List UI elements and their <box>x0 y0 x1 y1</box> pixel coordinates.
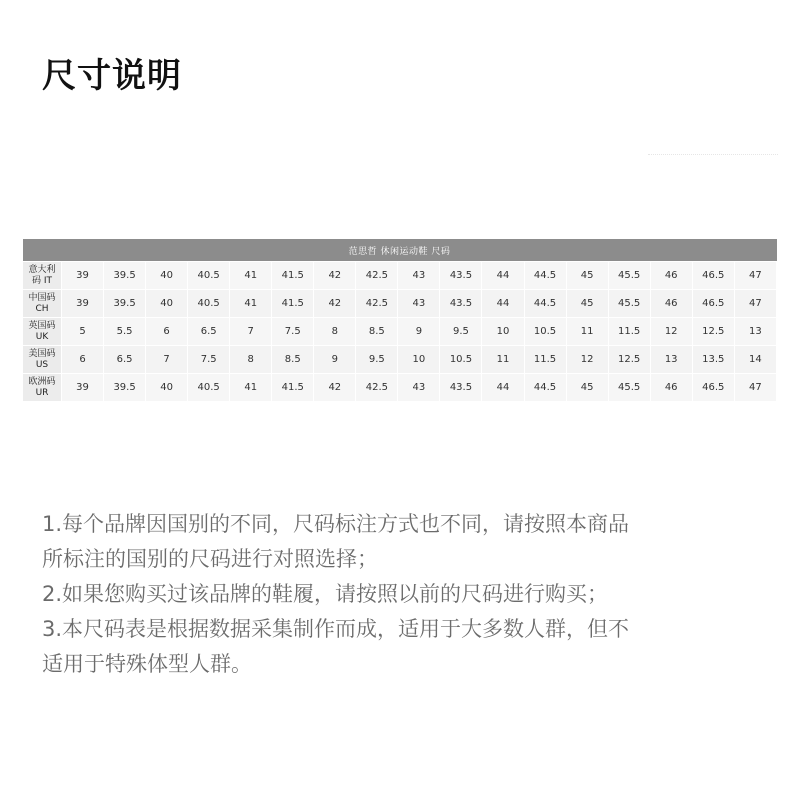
note-line-1: 1.每个品牌因国别的不同，尺码标注方式也不同，请按照本商品 <box>42 512 630 536</box>
table-cell: 45.5 <box>608 290 650 318</box>
row-label-bottom: US <box>35 359 49 370</box>
divider <box>648 154 778 155</box>
table-cell: 10 <box>398 346 440 374</box>
row-label-bottom: UR <box>35 387 49 398</box>
size-notes <box>42 507 762 682</box>
table-cell: 41 <box>230 262 272 290</box>
table-cell: 11.5 <box>608 318 650 346</box>
table-cell: 14 <box>734 346 776 374</box>
table-cell: 39 <box>62 374 104 402</box>
page-title: 尺寸说明 <box>42 56 182 96</box>
table-cell: 39.5 <box>104 290 146 318</box>
table-cell: 6.5 <box>188 318 230 346</box>
table-cell: 41.5 <box>272 290 314 318</box>
table-cell: 11 <box>482 346 524 374</box>
table-cell: 39.5 <box>104 374 146 402</box>
table-header: 范思哲 休闲运动鞋 尺码 <box>23 239 777 262</box>
table-cell: 10 <box>482 318 524 346</box>
table-cell: 42 <box>314 262 356 290</box>
table-cell: 43.5 <box>440 262 482 290</box>
table-cell: 7 <box>230 318 272 346</box>
table-cell: 13 <box>734 318 776 346</box>
table-cell: 40 <box>146 374 188 402</box>
table-row <box>23 374 777 402</box>
table-cell: 44.5 <box>524 374 566 402</box>
table-cell: 43.5 <box>440 290 482 318</box>
table-cell: 43 <box>398 290 440 318</box>
table-cell: 47 <box>734 374 776 402</box>
table-cell: 41 <box>230 290 272 318</box>
table-cell: 45 <box>566 262 608 290</box>
row-label <box>23 318 62 346</box>
table-cell: 12.5 <box>692 318 734 346</box>
table-cell: 43.5 <box>440 374 482 402</box>
table-cell: 47 <box>734 262 776 290</box>
table-cell: 46 <box>650 374 692 402</box>
row-label <box>23 290 62 318</box>
table-cell: 40 <box>146 290 188 318</box>
row-label-top: 美国码 <box>28 348 56 359</box>
table-cell: 40.5 <box>188 290 230 318</box>
table-cell: 40 <box>146 262 188 290</box>
table-cell: 8 <box>230 346 272 374</box>
table-cell: 9.5 <box>440 318 482 346</box>
table-cell: 10.5 <box>524 318 566 346</box>
table-cell: 12 <box>650 318 692 346</box>
table-cell: 5 <box>62 318 104 346</box>
table-cell: 43 <box>398 262 440 290</box>
table-cell: 45.5 <box>608 374 650 402</box>
table-cell: 5.5 <box>104 318 146 346</box>
table-cell: 41.5 <box>272 262 314 290</box>
table-cell: 44 <box>482 290 524 318</box>
note-line-5: 适用于特殊体型人群。 <box>42 652 252 676</box>
table-cell: 43 <box>398 374 440 402</box>
table-row <box>23 318 777 346</box>
table-cell: 7.5 <box>188 346 230 374</box>
table-cell: 46 <box>650 290 692 318</box>
table-cell: 12.5 <box>608 346 650 374</box>
table-cell: 42 <box>314 290 356 318</box>
table-cell: 6 <box>62 346 104 374</box>
table-cell: 8 <box>314 318 356 346</box>
table-cell: 42.5 <box>356 290 398 318</box>
table-row <box>23 262 777 290</box>
table-cell: 44 <box>482 262 524 290</box>
table-cell: 11 <box>566 318 608 346</box>
table-cell: 42 <box>314 374 356 402</box>
row-label <box>23 346 62 374</box>
table-cell: 44 <box>482 374 524 402</box>
row-label-top: 欧洲码 <box>28 376 56 387</box>
row-label-top: 意大利 <box>28 264 56 275</box>
table-body <box>23 262 777 402</box>
table-cell: 42.5 <box>356 374 398 402</box>
note-line-3: 2.如果您购买过该品牌的鞋履，请按照以前的尺码进行购买； <box>42 582 609 606</box>
row-label-bottom: 码 IT <box>31 275 52 286</box>
table-cell: 7 <box>146 346 188 374</box>
table-cell: 41.5 <box>272 374 314 402</box>
table-cell: 9 <box>398 318 440 346</box>
row-label-top: 中国码 <box>28 292 56 303</box>
note-line-4: 3.本尺码表是根据数据采集制作而成，适用于大多数人群，但不 <box>42 617 630 641</box>
table-cell: 47 <box>734 290 776 318</box>
table-cell: 10.5 <box>440 346 482 374</box>
note-line-2: 所标注的国别的尺码进行对照选择； <box>42 547 378 571</box>
table-row <box>23 290 777 318</box>
table-cell: 6.5 <box>104 346 146 374</box>
table-cell: 40.5 <box>188 262 230 290</box>
table-cell: 39.5 <box>104 262 146 290</box>
table-cell: 8.5 <box>356 318 398 346</box>
row-label-bottom: UK <box>35 331 49 342</box>
row-label <box>23 262 62 290</box>
size-chart-table <box>22 239 777 402</box>
table-cell: 7.5 <box>272 318 314 346</box>
row-label-bottom: CH <box>35 303 49 314</box>
table-cell: 46 <box>650 262 692 290</box>
table-cell: 45 <box>566 290 608 318</box>
row-label <box>23 374 62 402</box>
table-row <box>23 346 777 374</box>
table-header-row <box>23 239 777 262</box>
table-cell: 42.5 <box>356 262 398 290</box>
table-cell: 41 <box>230 374 272 402</box>
table-cell: 9.5 <box>356 346 398 374</box>
table-cell: 45.5 <box>608 262 650 290</box>
table-cell: 46.5 <box>692 290 734 318</box>
table-cell: 11.5 <box>524 346 566 374</box>
table-cell: 44.5 <box>524 262 566 290</box>
table-cell: 39 <box>62 262 104 290</box>
table-cell: 9 <box>314 346 356 374</box>
table-cell: 40.5 <box>188 374 230 402</box>
table-cell: 39 <box>62 290 104 318</box>
table-cell: 12 <box>566 346 608 374</box>
table-cell: 6 <box>146 318 188 346</box>
table-cell: 46.5 <box>692 374 734 402</box>
row-label-top: 英国码 <box>28 320 56 331</box>
table-cell: 46.5 <box>692 262 734 290</box>
table-cell: 45 <box>566 374 608 402</box>
table-cell: 13 <box>650 346 692 374</box>
table-cell: 44.5 <box>524 290 566 318</box>
table-cell: 8.5 <box>272 346 314 374</box>
table-cell: 13.5 <box>692 346 734 374</box>
